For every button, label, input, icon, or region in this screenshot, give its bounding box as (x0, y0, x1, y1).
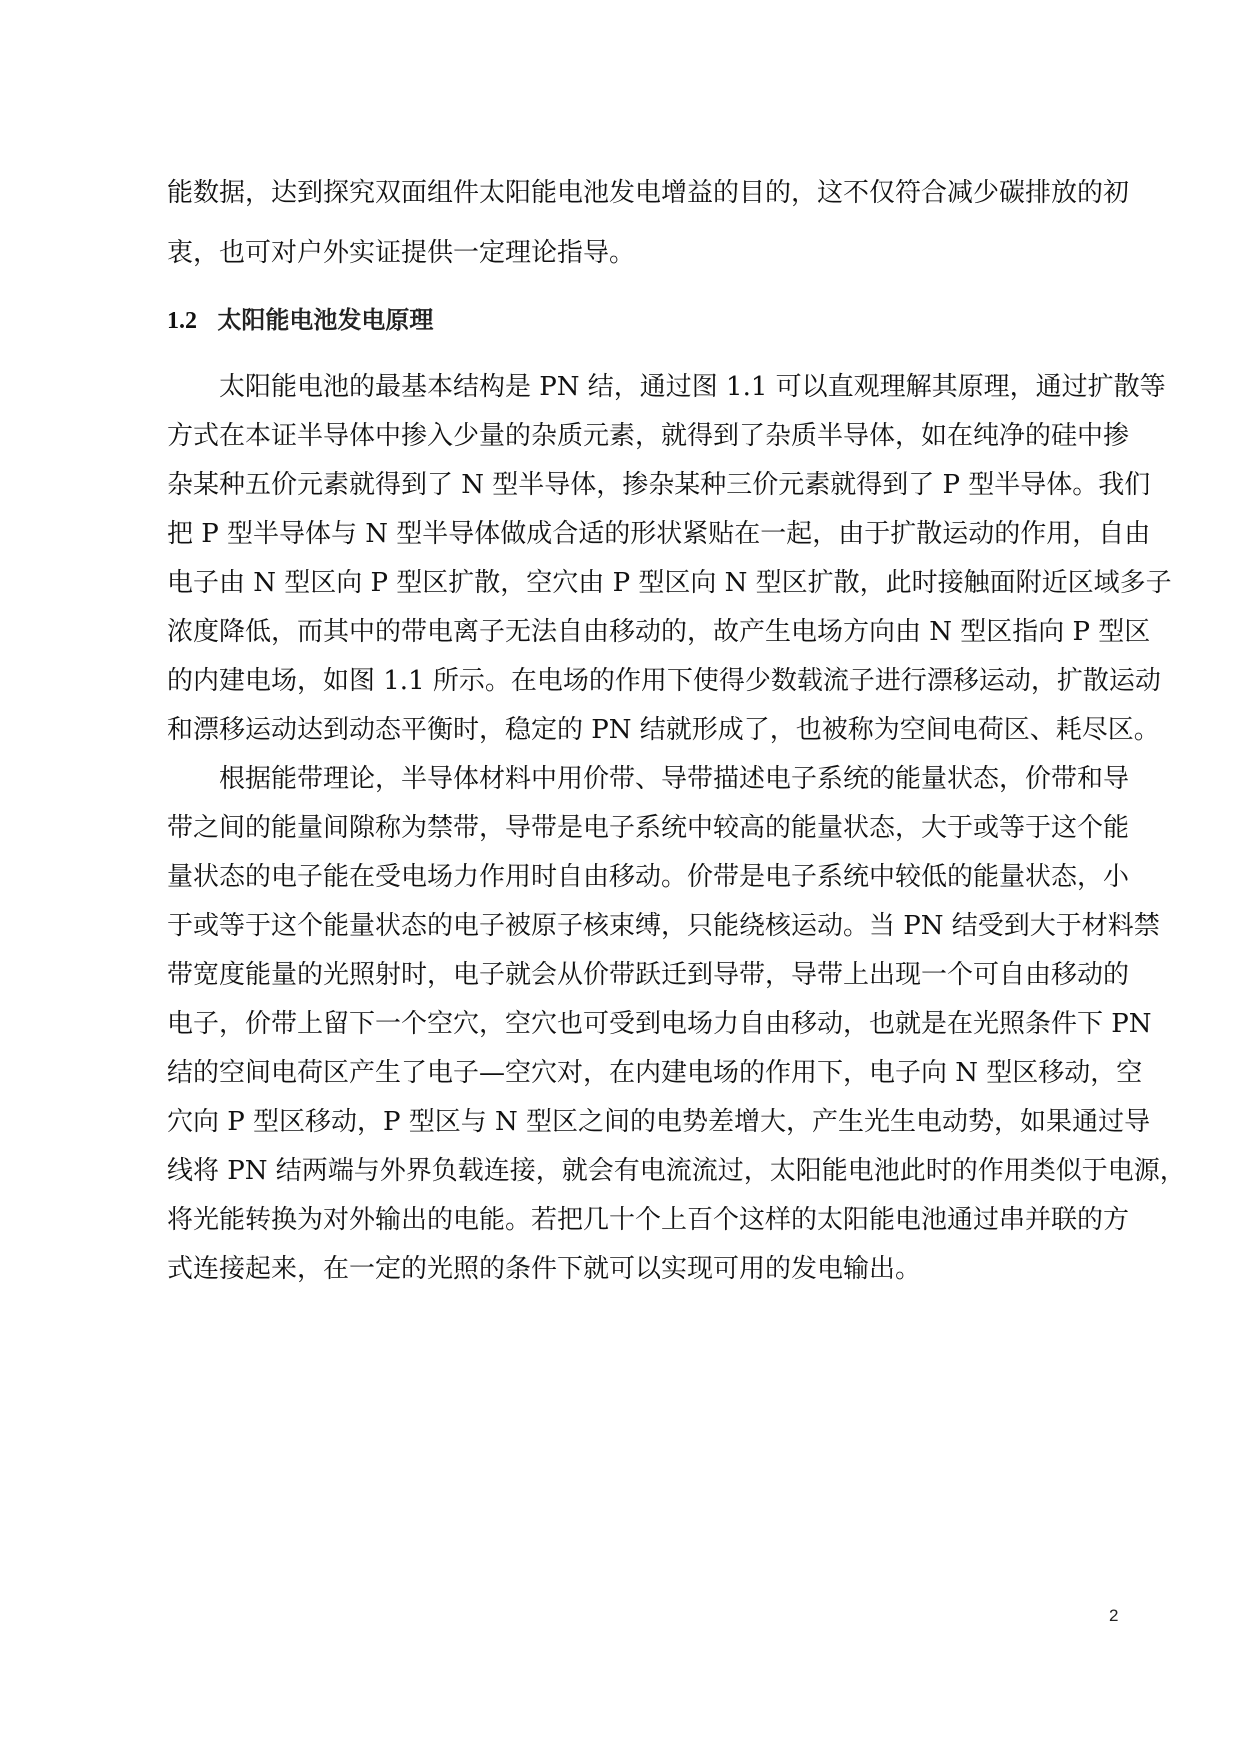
section-title: 太阳能电池发电原理 (217, 306, 434, 334)
text-line: 浓度降低，而其中的带电离子无法自由移动的，故产生电场方向由 N 型区指向 P 型区 (167, 617, 1151, 647)
text-line: 线将 PN 结两端与外界负载连接，就会有电流流过，太阳能电池此时的作用类似于电源， (167, 1156, 1186, 1186)
text-line: 将光能转换为对外输出的电能。若把几十个上百个这样的太阳能电池通过串并联的方 (167, 1205, 1130, 1235)
text-line: 结的空间电荷区产生了电子—空穴对，在内建电场的作用下，电子向 N 型区移动，空 (167, 1058, 1143, 1088)
text-line: 电子，价带上留下一个空穴，空穴也可受到电场力自由移动，也就是在光照条件下 PN (167, 1009, 1152, 1039)
text-line: 带之间的能量间隙称为禁带，导带是电子系统中较高的能量状态，大于或等于这个能 (167, 813, 1130, 843)
text-line: 的内建电场，如图 1.1 所示。在电场的作用下使得少数载流子进行漂移运动，扩散运动 (167, 666, 1161, 696)
section-number: 1.2 (167, 308, 197, 334)
text-line: 把 P 型半导体与 N 型半导体做成合适的形状紧贴在一起，由于扩散运动的作用，自由 (167, 519, 1151, 549)
text-line: 于或等于这个能量状态的电子被原子核束缚，只能绕核运动。当 PN 结受到大于材料禁 (167, 911, 1160, 941)
text-line: 衷，也可对户外实证提供一定理论指导。 (167, 238, 636, 268)
text-line: 杂某种五价元素就得到了 N 型半导体，掺杂某种三价元素就得到了 P 型半导体。我们 (167, 470, 1151, 500)
text-line: 能数据，达到探究双面组件太阳能电池发电增益的目的，这不仅符合减少碳排放的初 (167, 178, 1130, 208)
text-line: 式连接起来，在一定的光照的条件下就可以实现可用的发电输出。 (167, 1254, 922, 1284)
text-line: 带宽度能量的光照射时，电子就会从价带跃迁到导带，导带上出现一个可自由移动的 (167, 960, 1130, 990)
text-line: 穴向 P 型区移动，P 型区与 N 型区之间的电势差增大，产生光生电动势，如果通过导 (167, 1107, 1151, 1137)
section-heading (167, 297, 433, 343)
text-line: 和漂移运动达到动态平衡时，稳定的 PN 结就形成了，也被称为空间电荷区、耗尽区。 (167, 715, 1160, 745)
page-number: 2 (1109, 1606, 1119, 1625)
text-line: 量状态的电子能在受电场力作用时自由移动。价带是电子系统中较低的能量状态，小 (167, 862, 1130, 892)
text-line: 太阳能电池的最基本结构是 PN 结，通过图 1.1 可以直观理解其原理，通过扩散等 (167, 372, 1166, 402)
text-line: 根据能带理论，半导体材料中用价带、导带描述电子系统的能量状态，价带和导 (167, 764, 1130, 794)
text-line: 电子由 N 型区向 P 型区扩散，空穴由 P 型区向 N 型区扩散，此时接触面附近区域多子 (167, 568, 1172, 598)
text-line: 方式在本证半导体中掺入少量的杂质元素，就得到了杂质半导体，如在纯净的硅中掺 (167, 421, 1130, 451)
